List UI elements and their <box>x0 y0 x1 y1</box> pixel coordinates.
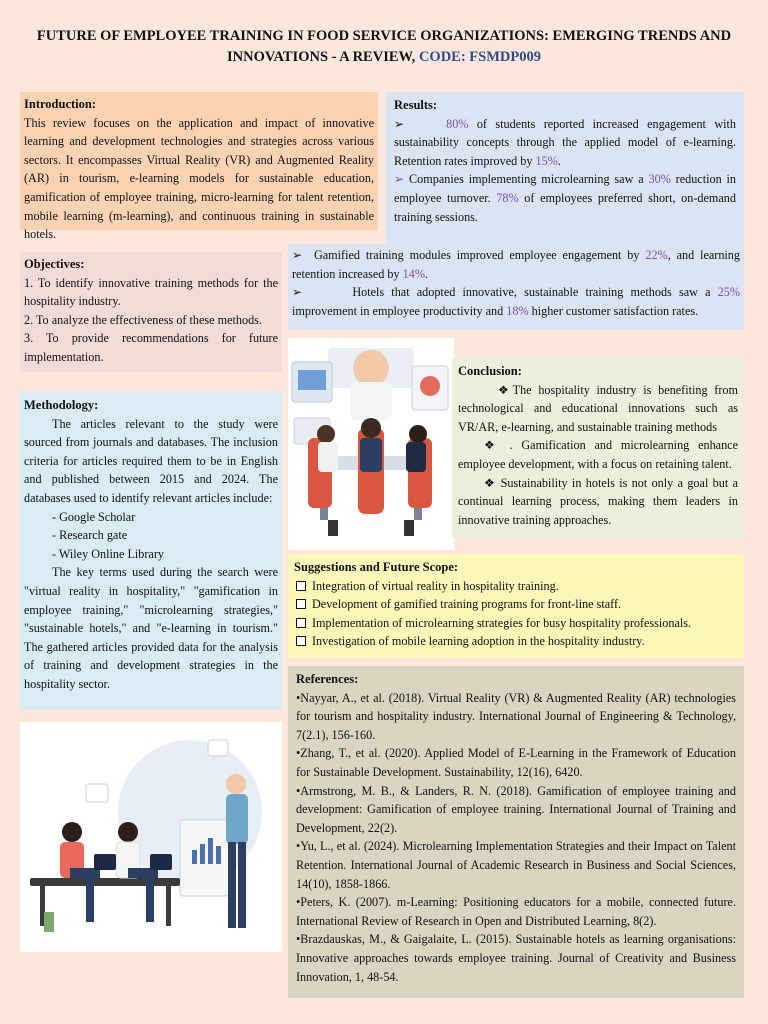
objective-item: 3. To provide recommendations for future implementation. <box>24 331 278 364</box>
arrow-bullet-icon: ➢ <box>292 285 353 300</box>
suggestions-section <box>288 554 744 658</box>
objectives-heading: Objectives: <box>24 257 85 271</box>
database-item: - Research gate <box>52 528 128 543</box>
methodology-paragraph: The articles relevant to the study were sourced from journals and databases. The inclusion criteria for articles required them to be in English and published between 2015 and 2024. The databases used to identify relevant articles include: <box>24 416 278 505</box>
diamond-star-bullet-icon: ❖ <box>484 475 501 490</box>
objective-item: 1. To identify innovative training methods for the hospitality industry. <box>24 275 278 309</box>
suggestions-list <box>294 577 738 651</box>
methodology-paragraph: The key terms used during the search were "virtual reality in hospitality," "gamification in employee training," "microlearning strategies," "sustainable hotels," and "e-learning in tourism." The gathered articles provided data for the analysis of training and development strategies in the hospitality sector. <box>24 565 278 691</box>
conclusion-item: ❖The hospitality industry is benefiting from technological and educational innovations such as VR/AR, e-learning, and sustainable training methods <box>458 382 738 434</box>
suggestion-item: Development of gamified training programs for front-line staff. <box>294 595 738 614</box>
title-main: FUTURE OF EMPLOYEE TRAINING IN FOOD SERVICE ORGANIZATIONS: EMERGING TRENDS AND INNOVATIONS - A REVIEW, <box>36 28 732 65</box>
results-section <box>386 92 744 244</box>
methodology-heading: Methodology: <box>24 398 99 412</box>
results-continued <box>288 244 744 330</box>
meeting-illustration <box>288 338 454 550</box>
reference-item: •Armstrong, M. B., & Landers, R. N. (2018). Gamification of employee training and development: Gamification of employee training. International Journal of Training and Development, 22(2). <box>296 783 736 835</box>
reference-item: •Nayyar, A., et al. (2018). Virtual Reality (VR) & Augmented Reality (AR) technologies for tourism and hospitality industry. International Journal of Engineering & Technology, 7(2.1), 156-160. <box>296 690 736 742</box>
references-heading: References: <box>296 672 359 686</box>
arrow-bullet-icon: ➢ <box>394 116 447 131</box>
database-item: - Google Scholar <box>52 509 136 524</box>
arrow-bullet-icon: ➢ <box>394 172 410 187</box>
database-item: - Wiley Online Library <box>52 546 164 561</box>
references-section <box>288 666 744 998</box>
result-item: ➢ Gamified training modules improved employee engagement by 22%, and learning retention increased by 14%. <box>292 248 740 281</box>
diamond-star-bullet-icon: ❖ <box>484 438 510 453</box>
training-illustration <box>20 722 282 952</box>
arrow-bullet-icon: ➢ <box>292 248 314 262</box>
results-heading: Results: <box>394 98 438 112</box>
conclusion-item: ❖ . Gamification and microlearning enhance employee development, with a focus on retaining talent. <box>458 438 738 471</box>
result-item: ➢ 80% of students reported increased engagement with sustainability concepts through the applied model of e-learning. Retention rates improved by 15%. <box>394 116 736 168</box>
reference-item: •Yu, L., et al. (2024). Microlearning Implementation Strategies and their Impact on Talent Retention. International Journal of Academic Research in Business and Social Sciences, 14(10), 1858-1866. <box>296 839 736 891</box>
suggestions-heading: Suggestions and Future Scope: <box>294 560 459 574</box>
introduction-text: This review focuses on the application and impact of innovative learning and development technologies and strategies across various sectors. It encompasses Virtual Reality (VR) and Augmented Reality (AR) in tourism, e-learning models for sustainable education, gamification of employee training, micro-learning for talent retention, mobile learning (m-learning), and continuous training in sustainable hotels. <box>24 115 374 242</box>
reference-item: •Zhang, T., et al. (2020). Applied Model of E-Learning in the Framework of Education for Sustainable Development. Sustainability, 12(16), 6420. <box>296 746 736 779</box>
suggestion-item: Investigation of mobile learning adoption in the hospitality industry. <box>294 632 738 651</box>
poster-title <box>30 26 738 68</box>
objectives-section <box>20 252 282 372</box>
introduction-heading: Introduction: <box>24 97 97 111</box>
reference-item: •Peters, K. (2007). m-Learning: Positioning educators for a mobile, connected future. International Review of Research in Open and Distributed Learning, 8(2). <box>296 895 736 928</box>
conclusion-item: ❖ Sustainability in hotels is not only a goal but a continual learning process, making them leaders in innovative training approaches. <box>458 475 738 527</box>
introduction-section <box>20 92 378 242</box>
result-item: ➢ Companies implementing microlearning saw a 30% reduction in employee turnover. 78% of employees preferred short, on-demand training sessions. <box>394 172 736 224</box>
reference-item: •Brazdauskas, M., & Gaigalaite, L. (2015). Sustainable hotels as learning organisations: Innovative approaches towards employee training. Journal of Creativity and Business Innovation, 1, 48-54. <box>296 932 736 984</box>
suggestion-item: Implementation of microlearning strategies for busy hospitality professionals. <box>294 614 738 633</box>
conclusion-section <box>452 358 744 538</box>
database-list <box>24 508 278 564</box>
result-item: ➢ Hotels that adopted innovative, sustainable training methods saw a 25% improvement in employee productivity and 18% higher customer satisfaction rates. <box>292 285 740 318</box>
diamond-star-bullet-icon: ❖ <box>498 382 513 397</box>
suggestion-item: Integration of virtual reality in hospitality training. <box>294 577 738 596</box>
conclusion-heading: Conclusion: <box>458 364 522 378</box>
title-code: CODE: FSMDP009 <box>418 49 541 65</box>
methodology-section <box>20 392 282 710</box>
objective-item: 2. To analyze the effectiveness of these methods. <box>24 312 262 327</box>
